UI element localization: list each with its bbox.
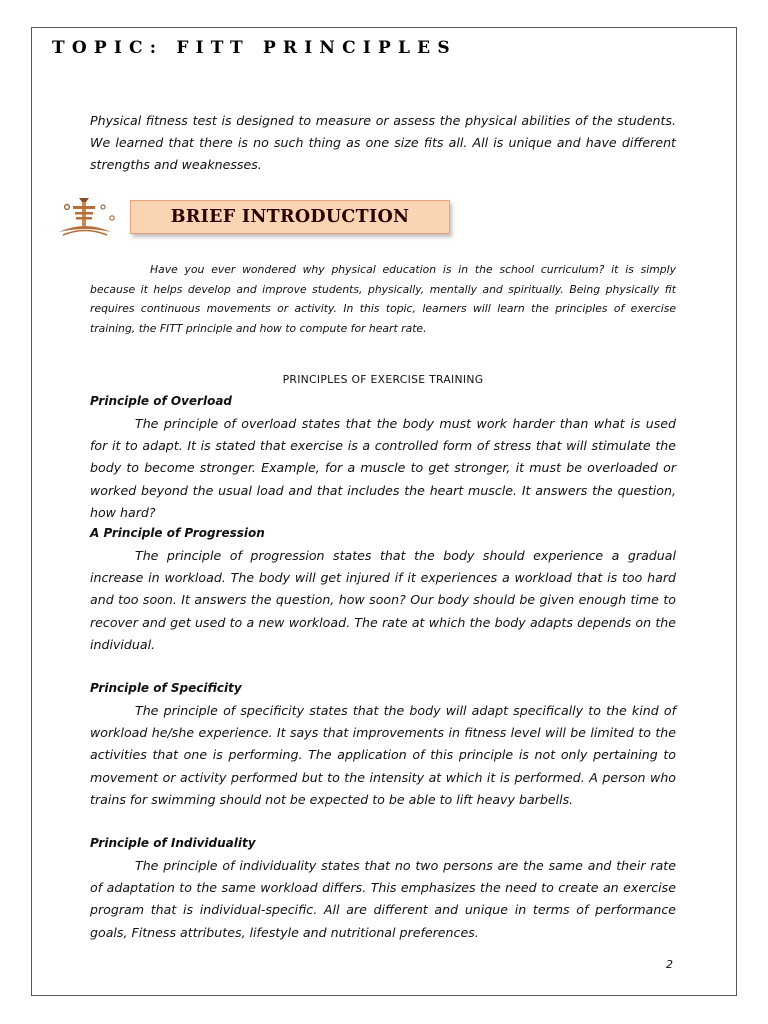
school-emblem-icon [55,196,115,238]
topic-title: TOPIC: FITT PRINCIPLES [52,38,457,58]
heading-progression: A Principle of Progression [90,526,265,540]
section-title: PRINCIPLES OF EXERCISE TRAINING [282,373,484,386]
paragraph-specificity-text: The principle of specificity states that the body will adapt specifically to the kind of workload he/she experience. It says that improvements in fitness level will be limited to the activities that one is performing. The application of this principle is not only pertaining to movement or activity performed but to the intensity at which it is performed. A person who trains for swimming should not be expected to be able to lift heavy barbells. [90,703,676,807]
paragraph-overload-text: The principle of overload states that the body must work harder than what is used for it to adapt. It is stated that exercise is a controlled form of stress that will stimulate the body to become stronger. Example, for a muscle to get stronger, it must be overloaded or worked beyond the usual load and that includes the heart muscle. It answers the question, how hard? [90,416,676,520]
brief-introduction-banner [130,200,450,234]
brief-introduction-paragraph [90,260,676,338]
paragraph-overload [90,413,676,524]
intro-paragraph: Physical fitness test is designed to measure or assess the physical abilities of the students. We learned that there is no such thing as one size fits all. All is unique and have different strengths and weaknesses. [90,113,676,172]
paragraph-specificity [90,700,676,811]
brief-introduction-text: Have you ever wondered why physical education is in the school curriculum? it is simply because it helps develop and improve students, physically, mentally and spiritually. Being physically fit requires continuous movements or activity. In this topic, learners will learn the principles of exercise training, the FITT principle and how to compute for heart rate. [90,263,676,335]
heading-specificity: Principle of Specificity [90,681,242,695]
heading-overload: Principle of Overload [90,394,233,408]
paragraph-progression-text: The principle of progression states that the body should experience a gradual increase in workload. The body will get injured if it experiences a workload that is too hard and too soon. It answers the question, how soon? Our body should be given enough time to recover and get used to a new workload. The rate at which the body adapts depends on the individual. [90,548,676,652]
paragraph-individuality [90,855,676,944]
brief-introduction-label: BRIEF INTRODUCTION [170,207,410,227]
page-number: 2 [666,958,673,971]
heading-individuality: Principle of Individuality [90,836,256,850]
paragraph-progression [90,545,676,656]
paragraph-individuality-text: The principle of individuality states that no two persons are the same and their rate of adaptation to the same workload differs. This emphasizes the need to create an exercise program that is individual-specific. All are different and unique in terms of performance goals, Fitness attributes, lifestyle and nutritional preferences. [90,858,676,940]
